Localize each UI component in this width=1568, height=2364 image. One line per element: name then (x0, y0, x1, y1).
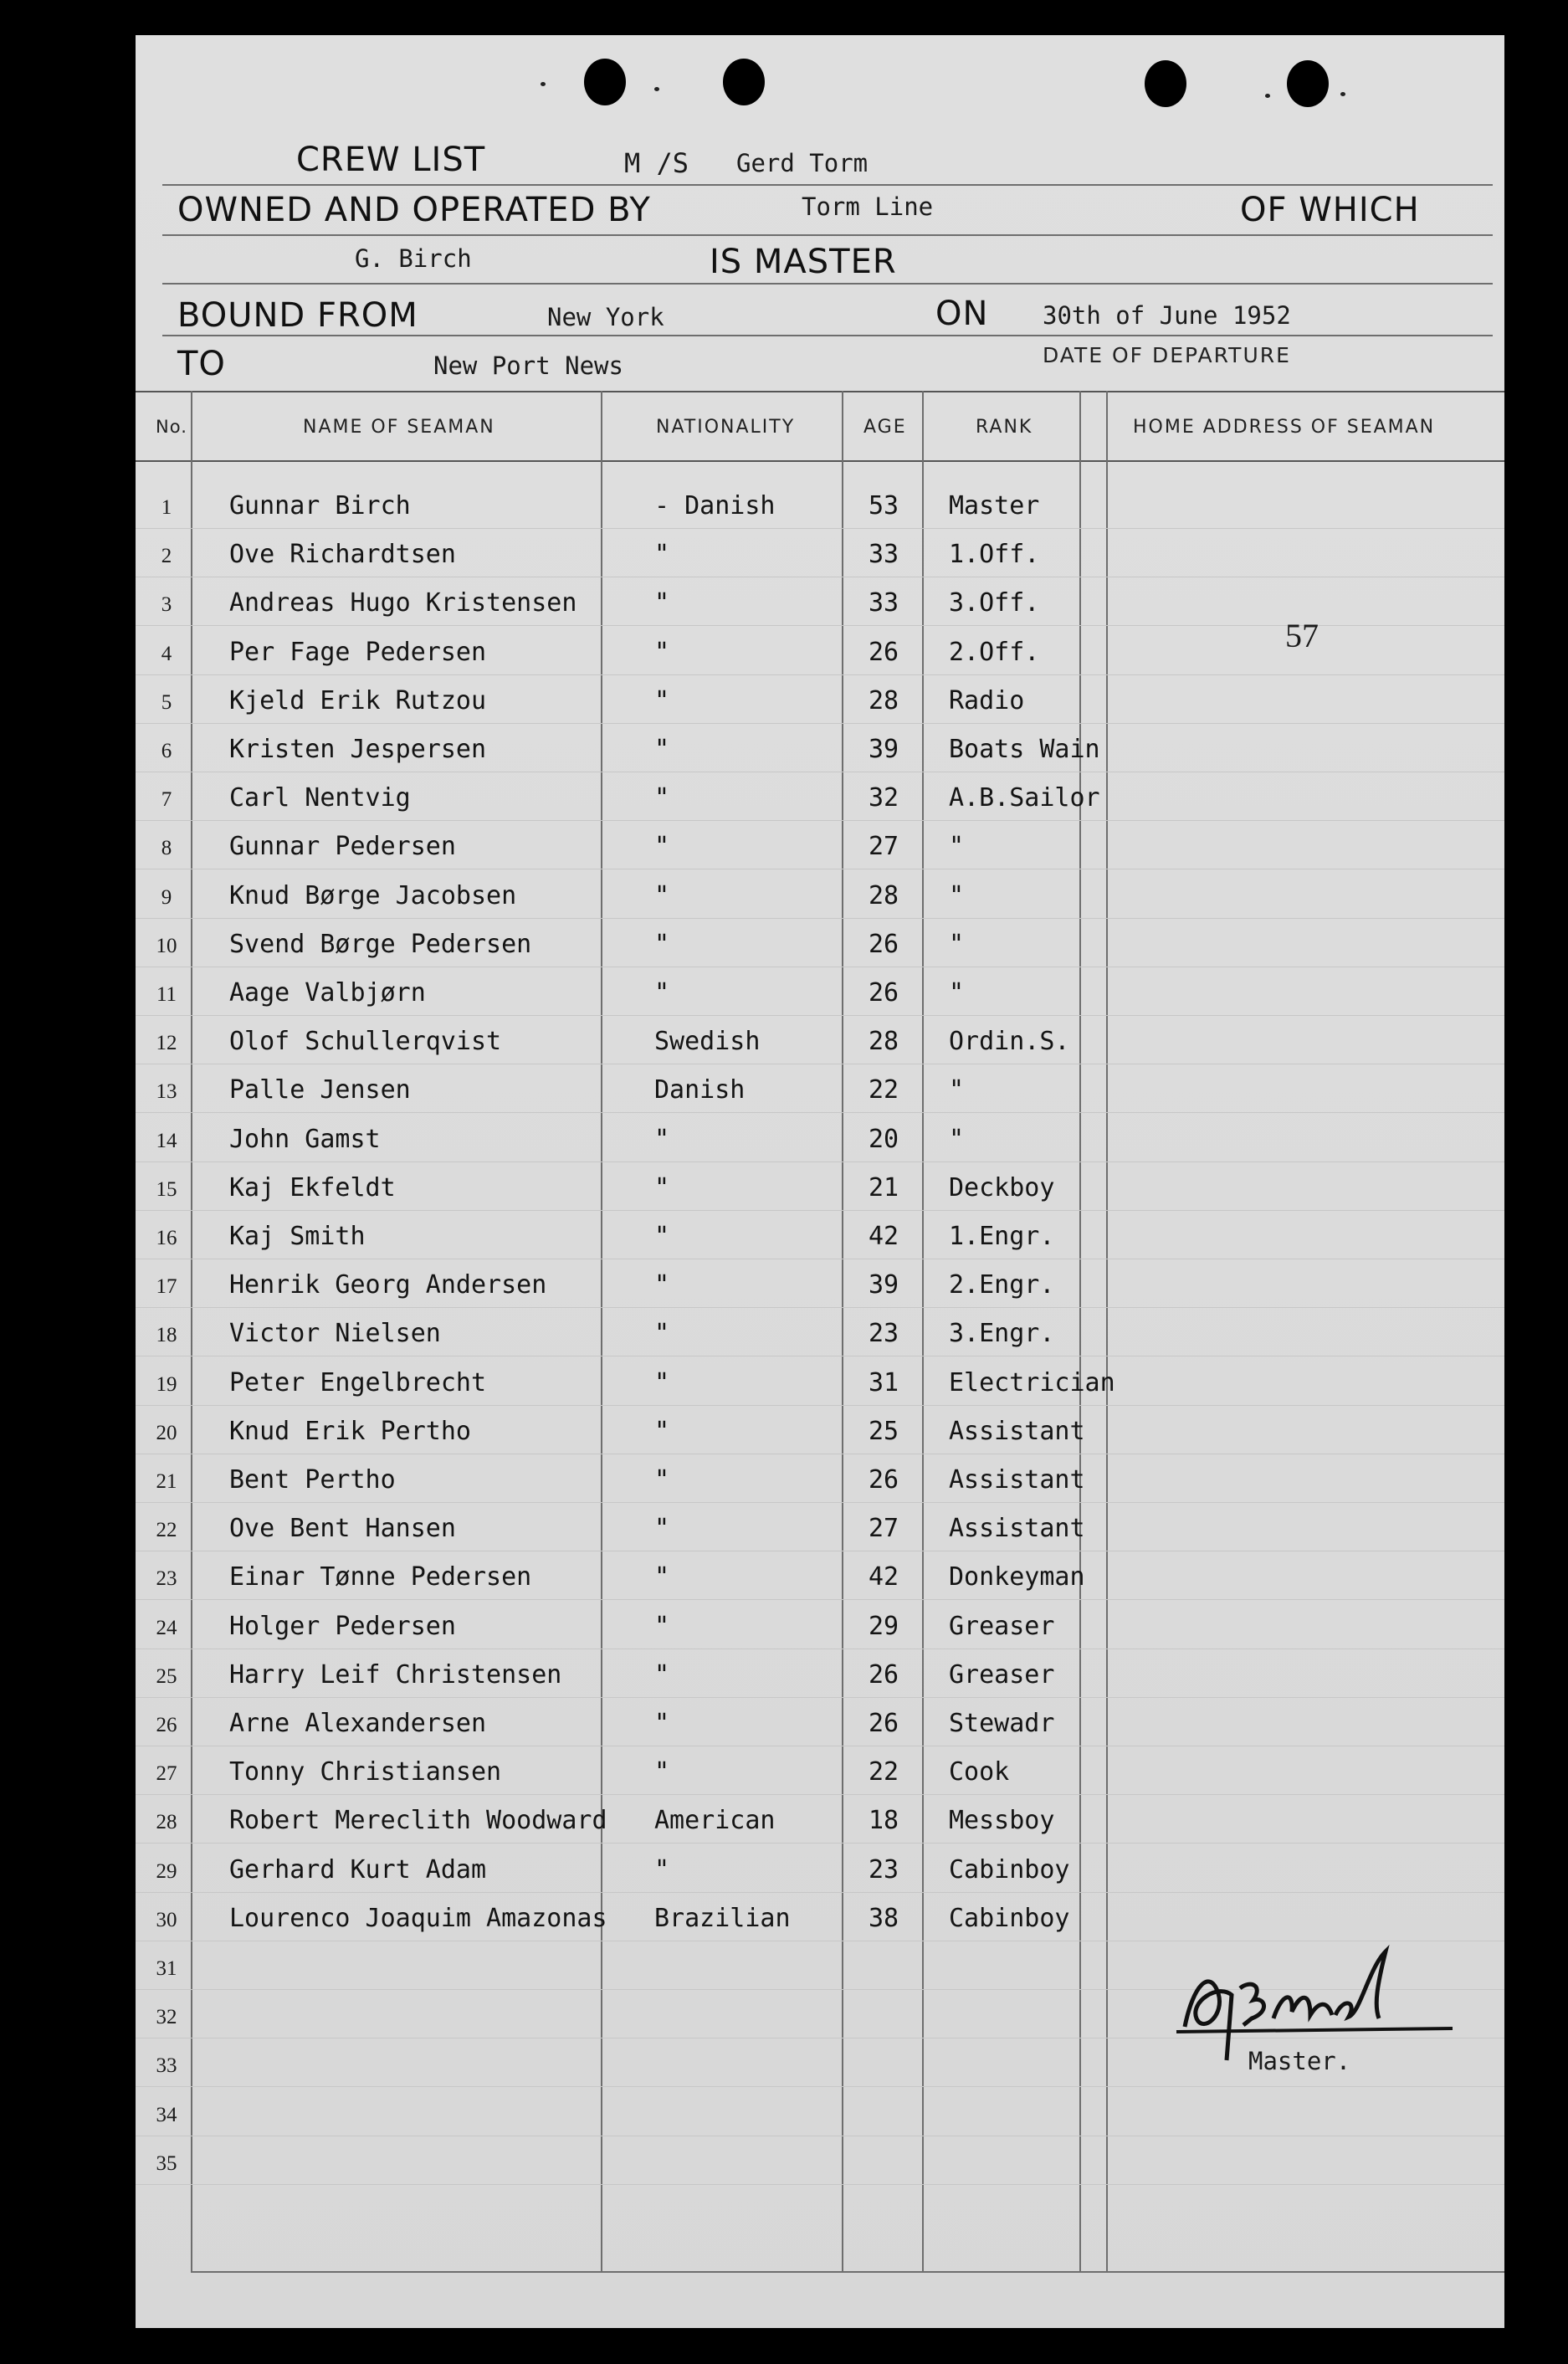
row-number: 5 (161, 691, 172, 714)
row-rule (136, 918, 1504, 919)
row-number: 26 (156, 1714, 177, 1736)
seaman-age: 29 (869, 1612, 899, 1641)
seaman-age: 23 (869, 1319, 899, 1348)
seaman-nationality: " (654, 1270, 670, 1300)
seaman-rank: " (949, 978, 965, 1008)
seaman-rank: Assistant (949, 1417, 1085, 1446)
seaman-rank: A.B.Sailor (949, 783, 1100, 813)
seaman-name: Per Fage Pedersen (229, 638, 487, 667)
seaman-nationality: " (654, 1222, 670, 1251)
row-number: 8 (161, 837, 172, 859)
seaman-nationality: " (654, 1855, 670, 1885)
row-number: 30 (156, 1909, 177, 1931)
row-rule (136, 1161, 1504, 1162)
seaman-name: Lourenco Joaquim Amazonas (229, 1904, 607, 1933)
row-number: 25 (156, 1665, 177, 1688)
row-rule (136, 2184, 1504, 2185)
row-rule (136, 1307, 1504, 1308)
seaman-rank: Radio (949, 686, 1025, 715)
seaman-rank: " (949, 1075, 965, 1105)
vessel-name: Gerd Torm (736, 149, 869, 177)
seaman-nationality: " (654, 1465, 670, 1495)
paper-speck (1340, 92, 1345, 96)
seaman-name: Carl Nentvig (229, 783, 411, 813)
col-header-age: AGE (863, 417, 907, 438)
row-number: 28 (156, 1811, 177, 1833)
seaman-rank: Assistant (949, 1465, 1085, 1495)
seaman-rank: 1.Engr. (949, 1222, 1055, 1251)
seaman-rank: 1.Off. (949, 540, 1040, 569)
row-number: 31 (156, 1957, 177, 1980)
table-header-border (136, 460, 1504, 462)
seaman-rank: " (949, 881, 965, 910)
on-label: ON (935, 295, 989, 333)
seaman-age: 21 (869, 1173, 899, 1203)
punch-hole (1145, 60, 1186, 107)
vessel-prefix: M /S (624, 147, 689, 179)
seaman-age: 27 (869, 832, 899, 861)
row-rule (136, 1405, 1504, 1406)
row-number: 2 (161, 545, 172, 567)
row-rule (136, 528, 1504, 529)
seaman-nationality: " (654, 881, 670, 910)
row-number: 11 (156, 983, 177, 1006)
seaman-age: 26 (869, 930, 899, 959)
seaman-nationality: " (654, 978, 670, 1008)
master-name: G. Birch (355, 244, 472, 273)
table-top-border (136, 391, 1504, 392)
row-number: 13 (156, 1080, 177, 1103)
seaman-age: 42 (869, 1222, 899, 1251)
row-number: 21 (156, 1470, 177, 1493)
punch-hole (1287, 60, 1329, 107)
seaman-name: Gunnar Birch (229, 491, 411, 520)
seaman-nationality: " (654, 930, 670, 959)
owned-operated-label: OWNED AND OPERATED BY (177, 191, 651, 229)
margin-note: 57 (1285, 617, 1319, 654)
seaman-age: 20 (869, 1125, 899, 1154)
divider (162, 335, 1493, 336)
seaman-rank: Stewadr (949, 1709, 1055, 1738)
seaman-age: 53 (869, 491, 899, 520)
seaman-rank: 2.Off. (949, 638, 1040, 667)
bound-from-port: New York (547, 303, 664, 331)
seaman-age: 25 (869, 1417, 899, 1446)
seaman-age: 26 (869, 978, 899, 1008)
seaman-rank: Electrician (949, 1368, 1115, 1397)
col-header-no: No. (156, 417, 187, 437)
seaman-nationality: Danish (654, 1075, 746, 1105)
row-number: 16 (156, 1227, 177, 1249)
row-number: 6 (161, 740, 172, 762)
seaman-nationality: Brazilian (654, 1904, 791, 1933)
row-number: 34 (156, 2104, 177, 2126)
seaman-nationality: " (654, 1757, 670, 1787)
row-number: 29 (156, 1860, 177, 1883)
seaman-rank: Master (949, 491, 1040, 520)
row-number: 27 (156, 1762, 177, 1785)
seaman-age: 39 (869, 735, 899, 764)
seaman-age: 38 (869, 1904, 899, 1933)
seaman-name: Kjeld Erik Rutzou (229, 686, 487, 715)
seaman-name: John Gamst (229, 1125, 381, 1154)
seaman-age: 22 (869, 1075, 899, 1105)
row-number: 35 (156, 2152, 177, 2175)
row-number: 24 (156, 1617, 177, 1639)
seaman-name: Knud Erik Pertho (229, 1417, 471, 1446)
seaman-rank: Deckboy (949, 1173, 1055, 1203)
row-number: 23 (156, 1567, 177, 1590)
row-rule (136, 1892, 1504, 1893)
owner-name: Torm Line (802, 192, 934, 221)
seaman-nationality: " (654, 1319, 670, 1348)
row-number: 19 (156, 1373, 177, 1396)
signature-title: Master. (1248, 2047, 1351, 2075)
col-header-name: NAME OF SEAMAN (303, 417, 495, 438)
row-number: 1 (161, 496, 172, 519)
row-number: 3 (161, 593, 172, 616)
col-header-rank: RANK (976, 417, 1033, 438)
paper-speck (541, 82, 546, 86)
row-rule (136, 1015, 1504, 1016)
row-number: 4 (161, 643, 172, 665)
seaman-nationality: " (654, 1612, 670, 1641)
seaman-rank: 3.Engr. (949, 1319, 1055, 1348)
seaman-name: Aage Valbjørn (229, 978, 426, 1008)
is-master-label: IS MASTER (710, 243, 897, 281)
row-rule (136, 820, 1504, 821)
seaman-age: 27 (869, 1514, 899, 1543)
seaman-rank: Greaser (949, 1660, 1055, 1690)
crew-list-sheet (136, 35, 1504, 2328)
row-rule (136, 1502, 1504, 1503)
seaman-nationality: " (654, 588, 670, 618)
seaman-age: 26 (869, 1465, 899, 1495)
seaman-rank: " (949, 930, 965, 959)
row-rule (136, 723, 1504, 724)
seaman-name: Arne Alexandersen (229, 1709, 487, 1738)
row-number: 33 (156, 2054, 177, 2077)
seaman-nationality: " (654, 638, 670, 667)
seaman-name: Andreas Hugo Kristensen (229, 588, 577, 618)
paper-speck (654, 87, 659, 91)
seaman-name: Victor Nielsen (229, 1319, 441, 1348)
seaman-nationality: " (654, 832, 670, 861)
seaman-age: 28 (869, 686, 899, 715)
seaman-age: 33 (869, 540, 899, 569)
row-number: 12 (156, 1032, 177, 1054)
punch-hole (584, 59, 626, 105)
seaman-rank: Donkeyman (949, 1562, 1085, 1592)
row-number: 18 (156, 1324, 177, 1346)
seaman-nationality: Swedish (654, 1027, 761, 1056)
seaman-rank: Ordin.S. (949, 1027, 1070, 1056)
row-rule (136, 2086, 1504, 2087)
seaman-name: Tonny Christiansen (229, 1757, 502, 1787)
seaman-nationality: " (654, 1417, 670, 1446)
seaman-rank: 3.Off. (949, 588, 1040, 618)
seaman-age: 28 (869, 1027, 899, 1056)
seaman-age: 23 (869, 1855, 899, 1885)
seaman-age: 28 (869, 881, 899, 910)
seaman-rank: " (949, 1125, 965, 1154)
row-number: 22 (156, 1519, 177, 1541)
seaman-nationality: " (654, 686, 670, 715)
row-number: 32 (156, 2006, 177, 2028)
row-number: 20 (156, 1422, 177, 1444)
seaman-nationality: " (654, 1562, 670, 1592)
seaman-name: Olof Schullerqvist (229, 1027, 502, 1056)
to-label: TO (177, 345, 226, 383)
row-rule (136, 1843, 1504, 1844)
destination-port: New Port News (433, 351, 623, 380)
seaman-age: 26 (869, 1660, 899, 1690)
seaman-name: Gerhard Kurt Adam (229, 1855, 487, 1885)
row-number: 9 (161, 886, 172, 909)
row-number: 10 (156, 935, 177, 957)
divider (162, 283, 1493, 285)
seaman-age: 32 (869, 783, 899, 813)
seaman-name: Svend Børge Pedersen (229, 930, 532, 959)
seaman-nationality: " (654, 1709, 670, 1738)
seaman-nationality: American (654, 1806, 776, 1835)
seaman-rank: Boats Wain (949, 735, 1100, 764)
seaman-rank: Cook (949, 1757, 1010, 1787)
date-of-departure-label: DATE OF DEPARTURE (1043, 343, 1291, 367)
seaman-name: Harry Leif Christensen (229, 1660, 562, 1690)
row-rule (136, 1112, 1504, 1113)
seaman-name: Holger Pedersen (229, 1612, 456, 1641)
seaman-name: Knud Børge Jacobsen (229, 881, 517, 910)
seaman-nationality: " (654, 735, 670, 764)
table-bottom-border (191, 2271, 1504, 2273)
row-number: 15 (156, 1178, 177, 1201)
seaman-name: Gunnar Pedersen (229, 832, 456, 861)
seaman-name: Palle Jensen (229, 1075, 411, 1105)
seaman-nationality: " (654, 1514, 670, 1543)
seaman-age: 33 (869, 588, 899, 618)
seaman-name: Ove Richardtsen (229, 540, 456, 569)
bound-from-label: BOUND FROM (177, 296, 418, 335)
departure-date: 30th of June 1952 (1043, 301, 1291, 330)
seaman-name: Robert Mereclith Woodward (229, 1806, 607, 1835)
punch-hole (723, 59, 765, 105)
row-number: 17 (156, 1275, 177, 1298)
seaman-name: Ove Bent Hansen (229, 1514, 456, 1543)
seaman-age: 31 (869, 1368, 899, 1397)
seaman-nationality: " (654, 783, 670, 813)
paper-speck (1265, 94, 1270, 98)
seaman-name: Peter Engelbrecht (229, 1368, 487, 1397)
form-title: CREW LIST (296, 141, 486, 179)
seaman-rank: Cabinboy (949, 1904, 1070, 1933)
row-rule (136, 1794, 1504, 1795)
seaman-nationality: " (654, 1173, 670, 1203)
divider (162, 184, 1493, 186)
seaman-age: 26 (869, 638, 899, 667)
seaman-age: 42 (869, 1562, 899, 1592)
divider (162, 234, 1493, 236)
seaman-rank: Messboy (949, 1806, 1055, 1835)
col-header-home-address: HOME ADDRESS OF SEAMAN (1133, 417, 1436, 438)
seaman-nationality: " (654, 1660, 670, 1690)
seaman-age: 18 (869, 1806, 899, 1835)
of-which-label: OF WHICH (1240, 191, 1420, 229)
seaman-name: Henrik Georg Andersen (229, 1270, 547, 1300)
seaman-nationality: " (654, 1125, 670, 1154)
seaman-nationality: - Danish (654, 491, 776, 520)
row-number: 14 (156, 1130, 177, 1152)
seaman-nationality: " (654, 540, 670, 569)
row-number: 7 (161, 788, 172, 811)
row-rule (136, 1210, 1504, 1211)
seaman-name: Einar Tønne Pedersen (229, 1562, 532, 1592)
row-rule (136, 1697, 1504, 1698)
seaman-name: Kristen Jespersen (229, 735, 487, 764)
seaman-nationality: " (654, 1368, 670, 1397)
row-rule (136, 1599, 1504, 1600)
seaman-name: Bent Pertho (229, 1465, 396, 1495)
seaman-age: 22 (869, 1757, 899, 1787)
seaman-name: Kaj Ekfeldt (229, 1173, 396, 1203)
seaman-age: 39 (869, 1270, 899, 1300)
seaman-rank: 2.Engr. (949, 1270, 1055, 1300)
seaman-rank: " (949, 832, 965, 861)
seaman-name: Kaj Smith (229, 1222, 366, 1251)
row-rule (136, 674, 1504, 675)
seaman-rank: Greaser (949, 1612, 1055, 1641)
col-header-nationality: NATIONALITY (656, 417, 796, 438)
seaman-age: 26 (869, 1709, 899, 1738)
seaman-rank: Assistant (949, 1514, 1085, 1543)
seaman-rank: Cabinboy (949, 1855, 1070, 1885)
